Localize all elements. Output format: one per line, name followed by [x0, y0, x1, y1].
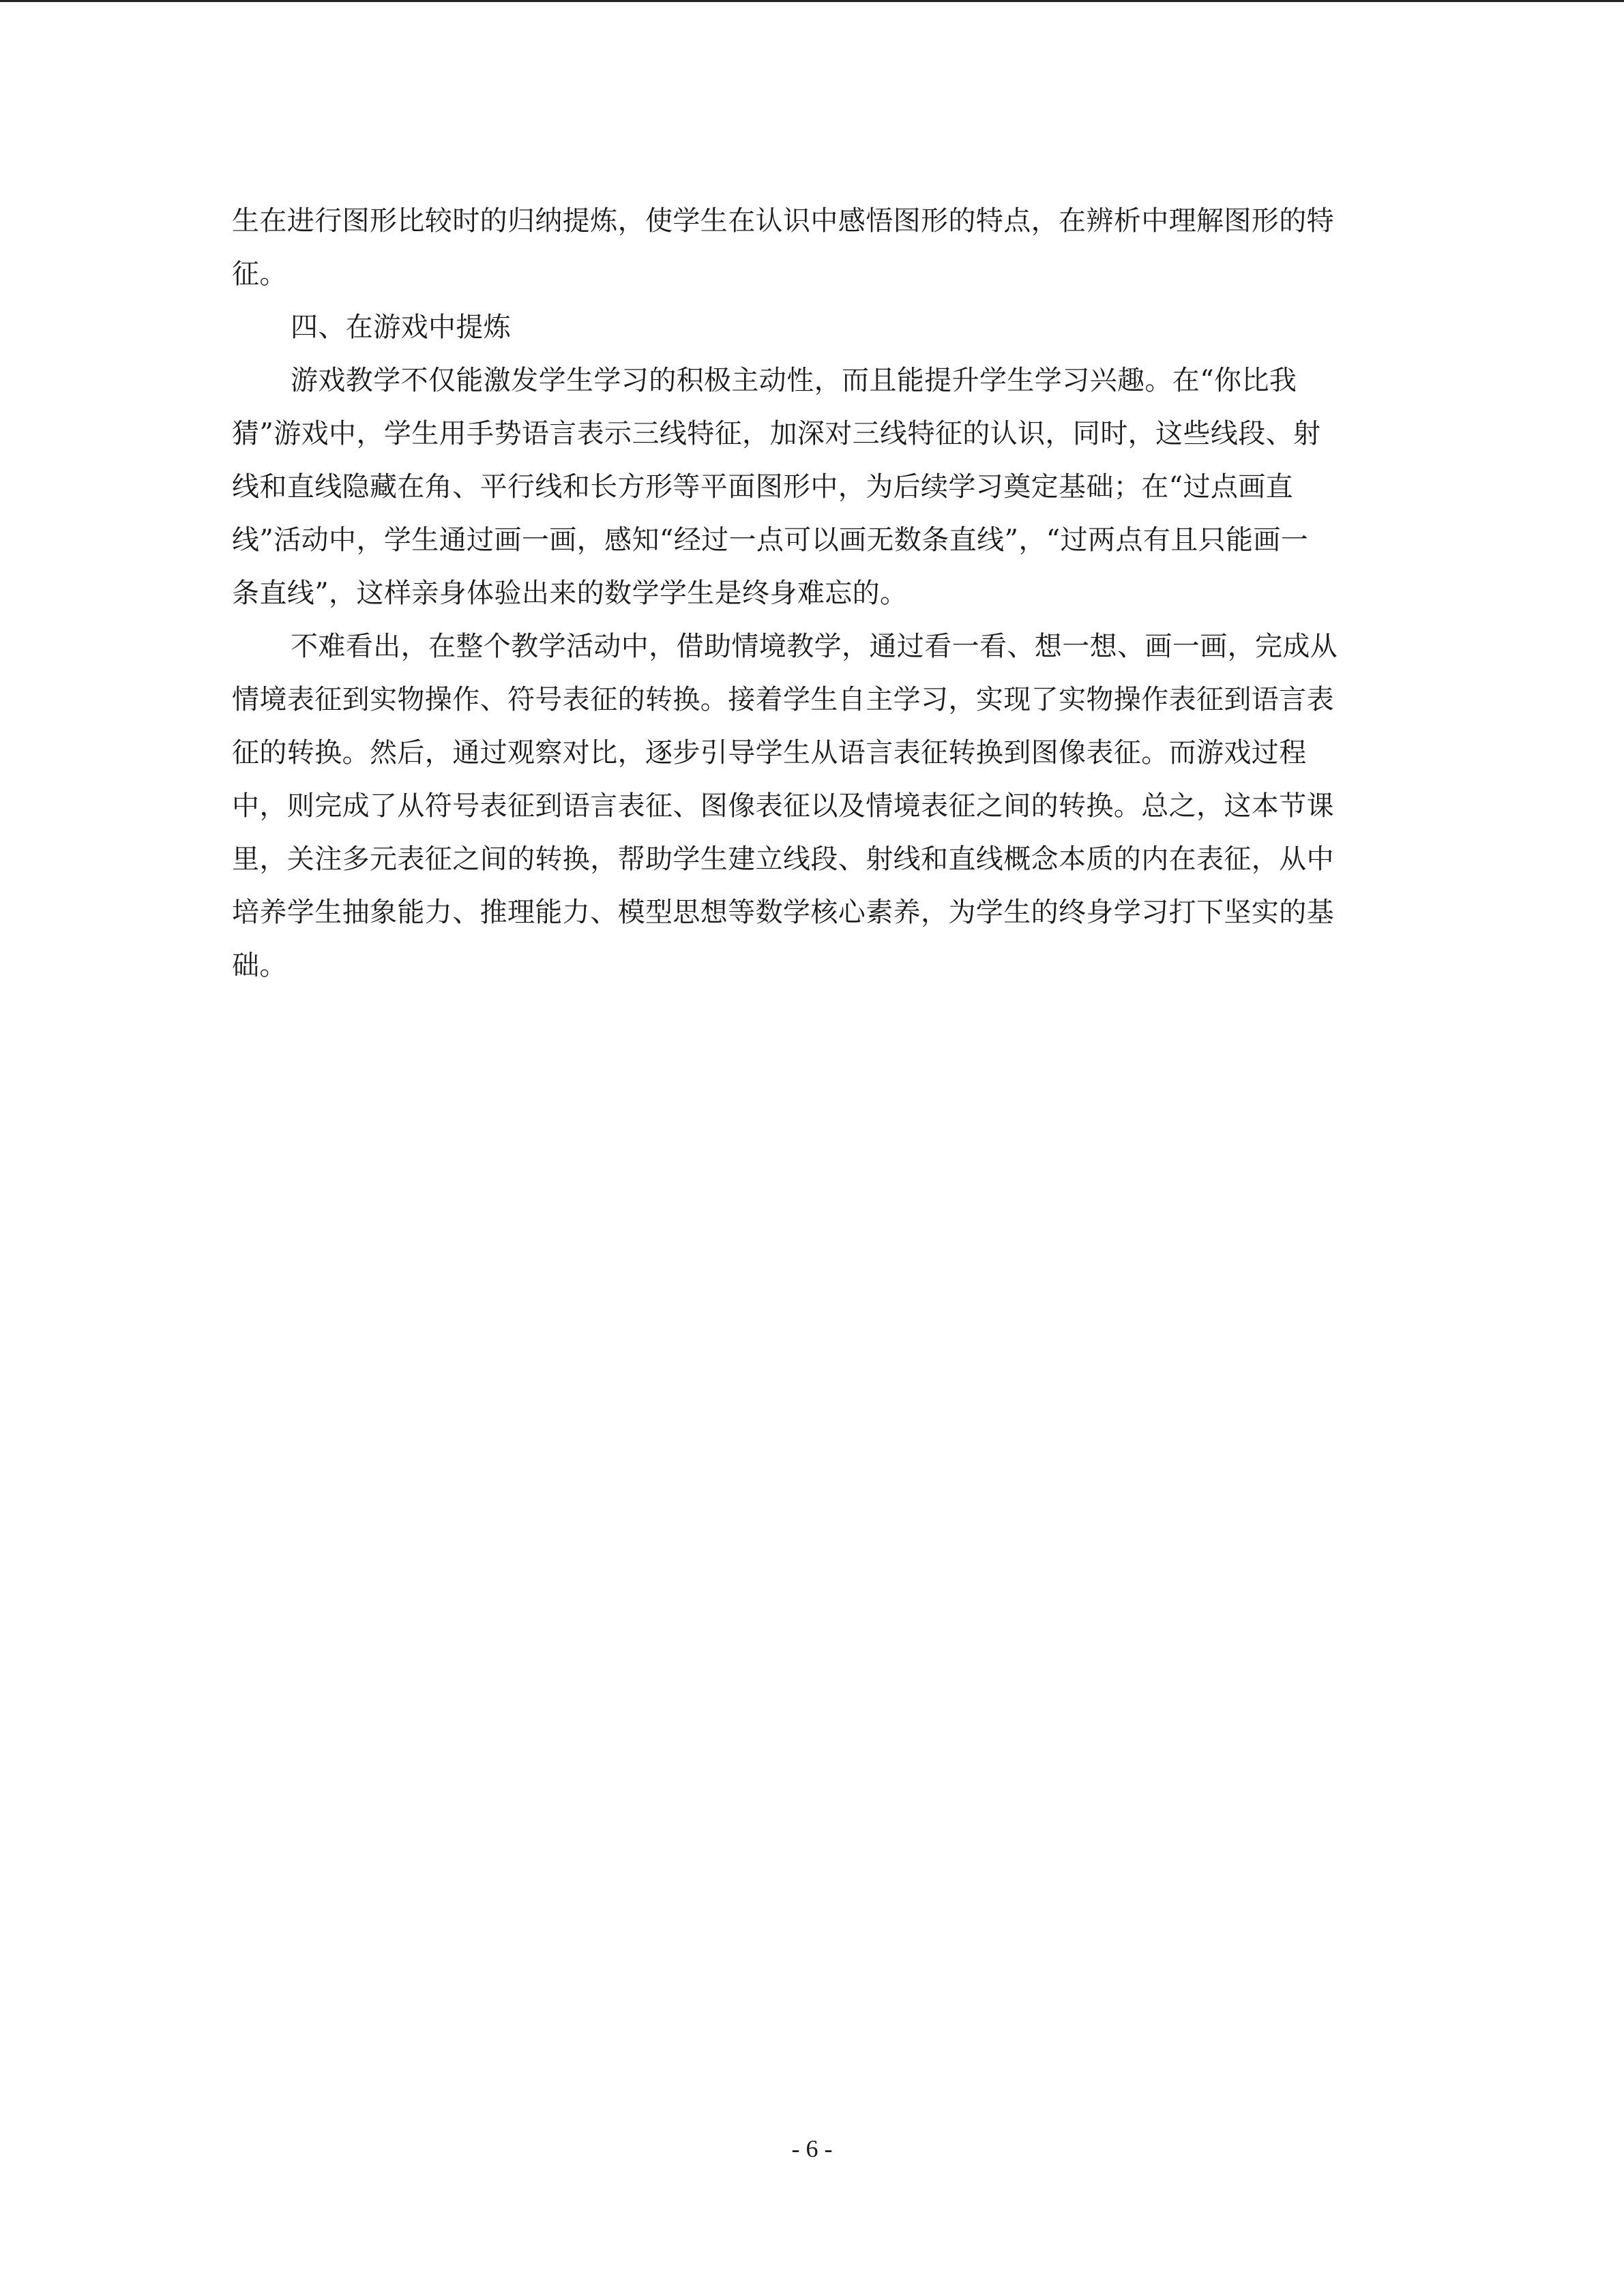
text-line: 情境表征到实物操作、符号表征的转换。接着学生自主学习，实现了实物操作表征到语言表 [232, 684, 1334, 715]
text-line: 条直线”，这样亲身体验出来的数学学生是终身难忘的。 [232, 578, 908, 609]
text-line: 不难看出，在整个教学活动中，借助情境教学，通过看一看、想一想、画一画，完成从 [291, 631, 1338, 662]
text-line: 中，则完成了从符号表征到语言表征、图像表征以及情境表征之间的转换。总之，这本节课 [232, 790, 1334, 822]
text-line: 征的转换。然后，通过观察对比，逐步引导学生从语言表征转换到图像表征。而游戏过程 [232, 737, 1307, 769]
text-line: 游戏教学不仅能激发学生学习的积极主动性，而且能提升学生学习兴趣。在“你比我 [291, 365, 1297, 396]
text-line: 培养学生抽象能力、推理能力、模型思想等数学核心素养，为学生的终身学习打下坚实的基 [232, 897, 1334, 928]
text-line: 础。 [232, 950, 287, 981]
page-top-border [0, 0, 1624, 2]
text-line: 征。 [232, 258, 287, 290]
document-body [232, 194, 1385, 992]
section-heading: 四、在游戏中提炼 [291, 312, 512, 343]
page-number: - 6 - [791, 2135, 833, 2162]
text-line: 线”活动中，学生通过画一画，感知“经过一点可以画无数条直线”，“过两点有且只能画一 [232, 524, 1309, 556]
text-line: 猜”游戏中，学生用手势语言表示三线特征，加深对三线特征的认识，同时，这些线段、射 [232, 418, 1321, 449]
text-line: 线和直线隐藏在角、平行线和长方形等平面图形中，为后续学习奠定基础；在“过点画直 [232, 471, 1294, 503]
text-line: 里，关注多元表征之间的转换，帮助学生建立线段、射线和直线概念本质的内在表征，从中 [232, 844, 1334, 875]
text-line: 生在进行图形比较时的归纳提炼，使学生在认识中感悟图形的特点，在辨析中理解图形的特 [232, 205, 1334, 237]
